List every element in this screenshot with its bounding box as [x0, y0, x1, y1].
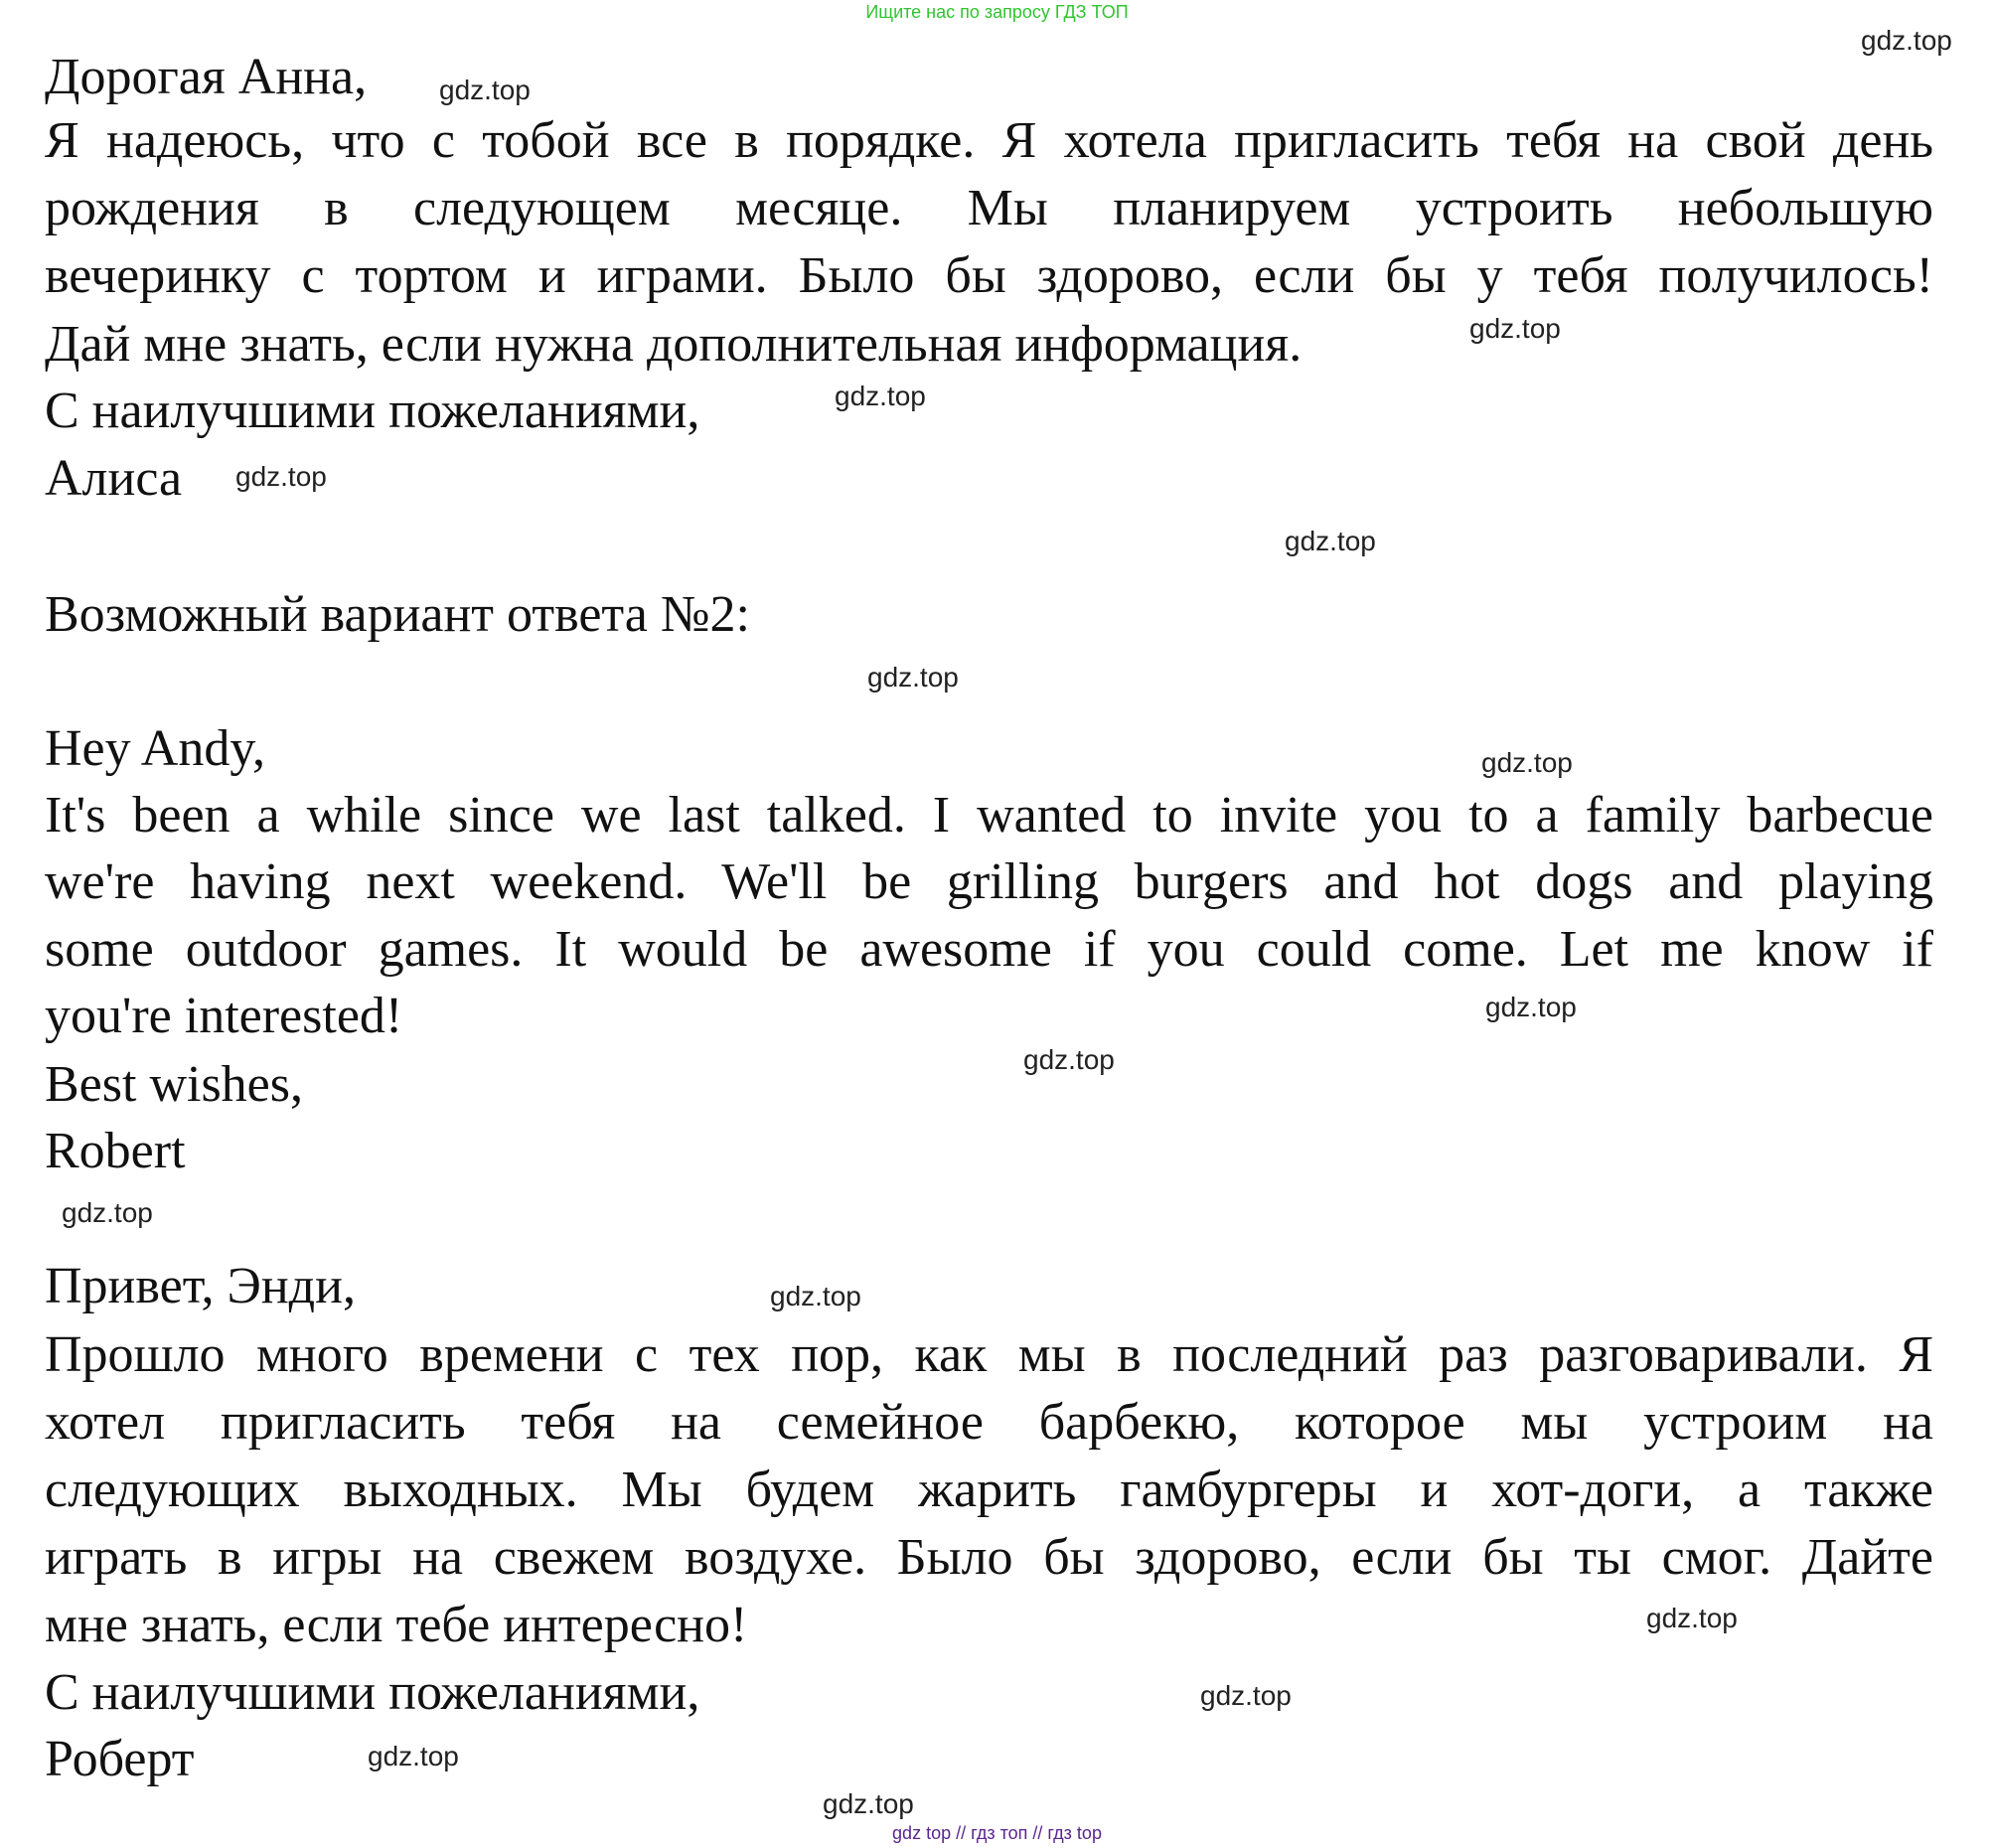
watermark: gdz.top [770, 1281, 861, 1311]
footer-links[interactable]: gdz top // гдз топ // гдз top [892, 1823, 1102, 1843]
watermark: gdz.top [368, 1741, 459, 1771]
watermark: gdz.top [1646, 1603, 1738, 1633]
letter1-line: Дорогая Анна, [45, 49, 368, 105]
letter2-en-line: you're interested! [45, 988, 403, 1044]
watermark: gdz.top [823, 1788, 914, 1819]
letter2-ru-line: С наилучшими пожеланиями, [45, 1664, 700, 1721]
letter1-line: Дай мне знать, если нужна дополнительная информация. [45, 316, 1303, 373]
watermark: gdz.top [867, 662, 959, 693]
letter2-en-line: Best wishes, [45, 1056, 303, 1113]
watermark: gdz.top [835, 381, 926, 411]
section-heading: Возможный вариант ответа №2: [45, 586, 750, 643]
letter1-line: Я надеюсь, что с тобой все в порядке. Я хотела пригласить тебя на свой день [45, 112, 1933, 169]
letter2-en-signature: Robert [45, 1123, 186, 1179]
watermark: gdz.top [235, 461, 327, 492]
letter2-en-line: some outdoor games. It would be awesome if you could come. Let me know if [45, 921, 1933, 978]
letter1-line: С наилучшими пожеланиями, [45, 383, 700, 439]
letter2-ru-line: Прошло много времени с тех пор, как мы в последний раз разговаривали. Я [45, 1326, 1933, 1383]
letter1-signature: Алиса [45, 450, 183, 507]
letter2-en-line: It's been a while since we last talked. I wanted to invite you to a family barbecue [45, 787, 1933, 844]
letter2-en-line: we're having next weekend. We'll be grilling burgers and hot dogs and playing [45, 853, 1933, 910]
watermark: gdz.top [1023, 1044, 1115, 1075]
letter2-ru-line: мне знать, если тебе интересно! [45, 1597, 748, 1653]
letter2-ru-line: играть в игры на свежем воздухе. Было бы здорово, если бы ты смог. Дайте [45, 1529, 1933, 1586]
letter1-line: вечеринку с тортом и играми. Было бы здорово, если бы у тебя получилось! [45, 247, 1933, 304]
watermark: gdz.top [62, 1197, 153, 1228]
letter2-ru-line: Привет, Энди, [45, 1258, 356, 1314]
watermark: gdz.top [1485, 992, 1577, 1022]
watermark: gdz.top [1469, 313, 1561, 344]
letter2-en-line: Hey Andy, [45, 720, 265, 777]
header-banner[interactable]: Ищите нас по запросу ГДЗ ТОП [865, 2, 1129, 22]
watermark: gdz.top [1200, 1680, 1292, 1711]
watermark: gdz.top [1481, 747, 1573, 778]
watermark: gdz.top [439, 75, 531, 105]
watermark: gdz.top [1285, 526, 1376, 556]
letter2-ru-signature: Роберт [45, 1731, 195, 1787]
watermark: gdz.top [1861, 25, 1952, 56]
letter2-ru-line: следующих выходных. Мы будем жарить гамбургеры и хот-доги, а также [45, 1462, 1933, 1518]
letter2-ru-line: хотел пригласить тебя на семейное барбекю, которое мы устроим на [45, 1394, 1933, 1451]
letter1-line: рождения в следующем месяце. Мы планируем устроить небольшую [45, 180, 1933, 236]
